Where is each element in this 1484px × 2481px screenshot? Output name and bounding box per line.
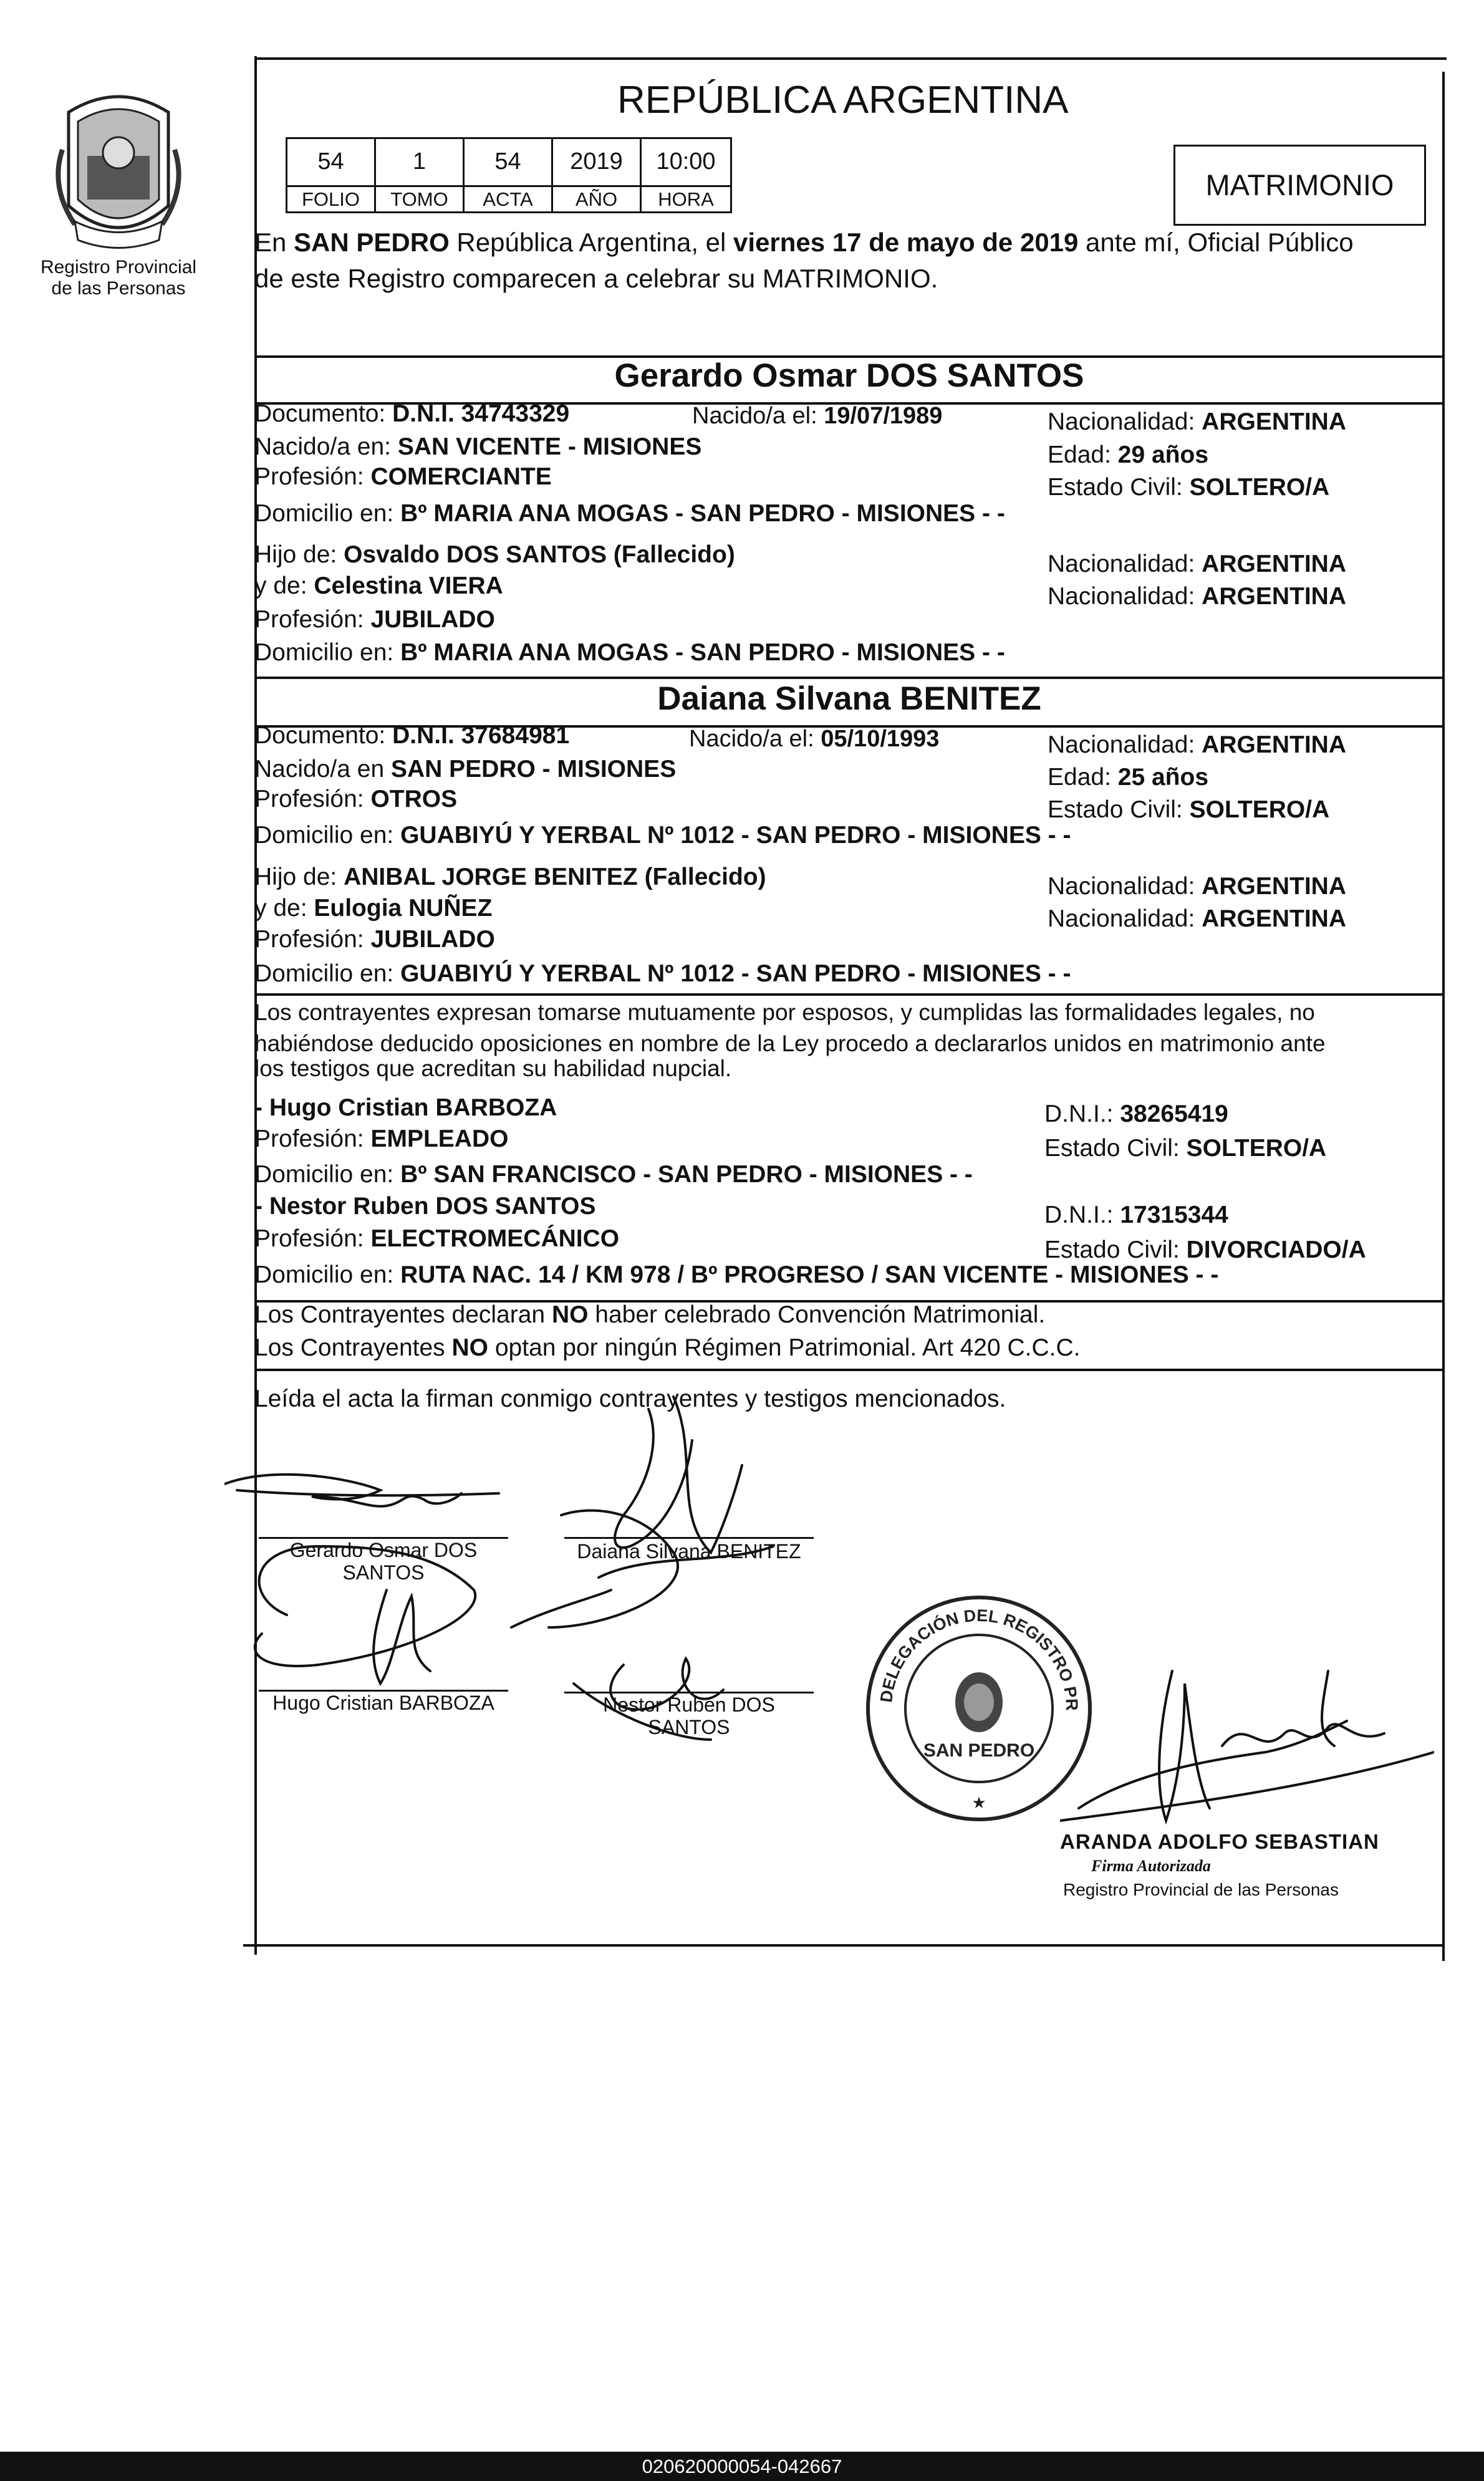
act-type: MATRIMONIO	[1205, 168, 1394, 201]
form-top-border	[257, 57, 1447, 60]
tomo-label: TOMO	[374, 185, 465, 213]
witness-2-dni: D.N.I.: 17315344	[1044, 1202, 1228, 1228]
country-title: REPÚBLICA ARGENTINA	[617, 79, 1069, 122]
bride-birth-place: Nacido/a en SAN PEDRO - MISIONES	[254, 756, 677, 783]
form-bottom-border	[243, 1944, 1443, 1947]
groom-document: Documento: D.N.I. 34743329	[254, 400, 570, 427]
acta-value: 54	[463, 137, 553, 187]
groom-mother-nationality: Nacionalidad: ARGENTINA	[1048, 583, 1347, 610]
groom-parents-profession: Profesión: JUBILADO	[254, 606, 495, 633]
groom-profession: Profesión: COMERCIANTE	[254, 463, 552, 490]
witness-1-civil-status: Estado Civil: SOLTERO/A	[1044, 1135, 1327, 1162]
groom-mother: y de: Celestina VIERA	[254, 572, 503, 599]
registry-label	[25, 257, 212, 299]
signature-label-witness-1: Hugo Cristian BARBOZA	[272, 1692, 494, 1714]
witness-1-dni: D.N.I.: 38265419	[1044, 1101, 1228, 1127]
closing-text: Leída el acta la firman conmigo contrayentes y testigos mencionados.	[254, 1385, 1006, 1412]
bride-name: Daiana Silvana BENITEZ	[657, 680, 1041, 717]
witness-1-address: Domicilio en: Bº SAN FRANCISCO - SAN PEDRO - MISIONES - -	[254, 1161, 973, 1188]
witness-1-profession: Profesión: EMPLEADO	[254, 1125, 509, 1152]
handwritten-signatures	[224, 1390, 848, 1777]
anio-value: 2019	[551, 137, 642, 187]
official-office: Registro Provincial de las Personas	[1063, 1880, 1339, 1899]
anio-label: AÑO	[551, 185, 642, 213]
province-seal	[50, 87, 187, 256]
registry-line-2: de las Personas	[51, 278, 186, 299]
bride-birth-date: Nacido/a el: 05/10/1993	[689, 726, 940, 752]
official-signature	[1060, 1659, 1434, 1846]
bride-father: Hijo de: ANIBAL JORGE BENITEZ (Fallecido)	[254, 864, 766, 890]
svg-text:★: ★	[971, 1793, 986, 1812]
witness-1-name: - Hugo Cristian BARBOZA	[254, 1094, 557, 1121]
divider-declaration-top	[254, 993, 1444, 996]
act-type-box	[1173, 145, 1426, 226]
intro-place: SAN PEDRO	[294, 228, 450, 257]
witness-2-address: Domicilio en: RUTA NAC. 14 / KM 978 / Bº PROGRESO / SAN VICENTE - MISIONES - -	[254, 1261, 1219, 1288]
groom-nationality: Nacionalidad: ARGENTINA	[1048, 408, 1347, 435]
intro-line-1: En SAN PEDRO República Argentina, el viernes 17 de mayo de 2019 ante mí, Oficial Público	[254, 228, 1354, 257]
divider-bride-top	[254, 677, 1444, 679]
bride-age: Edad: 25 años	[1048, 764, 1209, 791]
bride-document: Documento: D.N.I. 37684981	[254, 722, 570, 749]
groom-birth-place: Nacido/a en: SAN VICENTE - MISIONES	[254, 433, 702, 460]
regime-line-1: Los Contrayentes declaran NO haber celebrado Convención Matrimonial.	[254, 1301, 1046, 1328]
bride-profession: Profesión: OTROS	[254, 786, 458, 812]
witness-2-civil-status: Estado Civil: DIVORCIADO/A	[1044, 1236, 1366, 1263]
groom-parents-address: Domicilio en: Bº MARIA ANA MOGAS - SAN PEDRO - MISIONES - -	[254, 639, 1005, 666]
bride-mother: y de: Eulogia NUÑEZ	[254, 895, 493, 922]
acta-label: ACTA	[463, 185, 553, 213]
registry-line-1: Registro Provincial	[40, 257, 197, 277]
groom-name: Gerardo Osmar DOS SANTOS	[614, 357, 1084, 394]
groom-civil-status: Estado Civil: SOLTERO/A	[1048, 474, 1330, 501]
footer-bar	[0, 2452, 1484, 2481]
signature-label-bride: Daiana Silvana BENITEZ	[577, 1540, 801, 1563]
bride-mother-nationality: Nacionalidad: ARGENTINA	[1048, 905, 1347, 932]
groom-father-nationality: Nacionalidad: ARGENTINA	[1048, 551, 1347, 577]
hora-value: 10:00	[640, 137, 732, 187]
groom-birth-date: Nacido/a el: 19/07/1989	[692, 403, 943, 429]
bride-address: Domicilio en: GUABIYÚ Y YERBAL Nº 1012 - SAN PEDRO - MISIONES - -	[254, 822, 1071, 849]
groom-address: Domicilio en: Bº MARIA ANA MOGAS - SAN PEDRO - MISIONES - -	[254, 500, 1005, 527]
witness-2-name: - Nestor Ruben DOS SANTOS	[254, 1193, 596, 1220]
folio-value: 54	[286, 137, 376, 187]
witness-2-profession: Profesión: ELECTROMECÁNICO	[254, 1225, 620, 1252]
intro-date: viernes 17 de mayo de 2019	[733, 228, 1079, 257]
footer-code: 020620000054-042667	[642, 2455, 842, 2477]
declaration-line-2: habiéndose deducido oposiciones en nombre de la Ley procedo a declararlos unidos en matrimonio ante	[254, 1031, 1326, 1056]
bride-civil-status: Estado Civil: SOLTERO/A	[1048, 796, 1330, 823]
declaration-line-1: Los contrayentes expresan tomarse mutuamente por esposos, y cumplidas las formalidades legales, no	[254, 1000, 1315, 1025]
official-role: Firma Autorizada	[1091, 1857, 1211, 1875]
bride-nationality: Nacionalidad: ARGENTINA	[1048, 731, 1347, 758]
regime-line-2: Los Contrayentes NO optan por ningún Régimen Patrimonial. Art 420 C.C.C.	[254, 1334, 1081, 1361]
bride-father-nationality: Nacionalidad: ARGENTINA	[1048, 873, 1347, 900]
hora-label: HORA	[640, 185, 732, 213]
groom-father: Hijo de: Osvaldo DOS SANTOS (Fallecido)	[254, 541, 735, 568]
tomo-value: 1	[374, 137, 465, 187]
signature-label-groom: Gerardo Osmar DOS SANTOS	[289, 1539, 478, 1584]
folio-label: FOLIO	[286, 185, 376, 213]
bride-parents-profession: Profesión: JUBILADO	[254, 926, 495, 953]
bride-parents-address: Domicilio en: GUABIYÚ Y YERBAL Nº 1012 - SAN PEDRO - MISIONES - -	[254, 960, 1071, 987]
stamp-town: SAN PEDRO	[923, 1740, 1035, 1761]
stamp-text: DELEGACIÓN DEL REGISTRO PR	[877, 1606, 1082, 1712]
intro-line-2: de este Registro comparecen a celebrar su MATRIMONIO.	[254, 264, 938, 293]
groom-age: Edad: 29 años	[1048, 441, 1209, 468]
declaration-line-3: los testigos que acreditan su habilidad nupcial.	[254, 1056, 732, 1081]
official-name: ARANDA ADOLFO SEBASTIAN	[1060, 1830, 1379, 1853]
divider-closing-top	[254, 1369, 1444, 1371]
act-fields-table	[286, 137, 735, 215]
signature-label-witness-2: Nestor Ruben DOS SANTOS	[603, 1693, 775, 1738]
